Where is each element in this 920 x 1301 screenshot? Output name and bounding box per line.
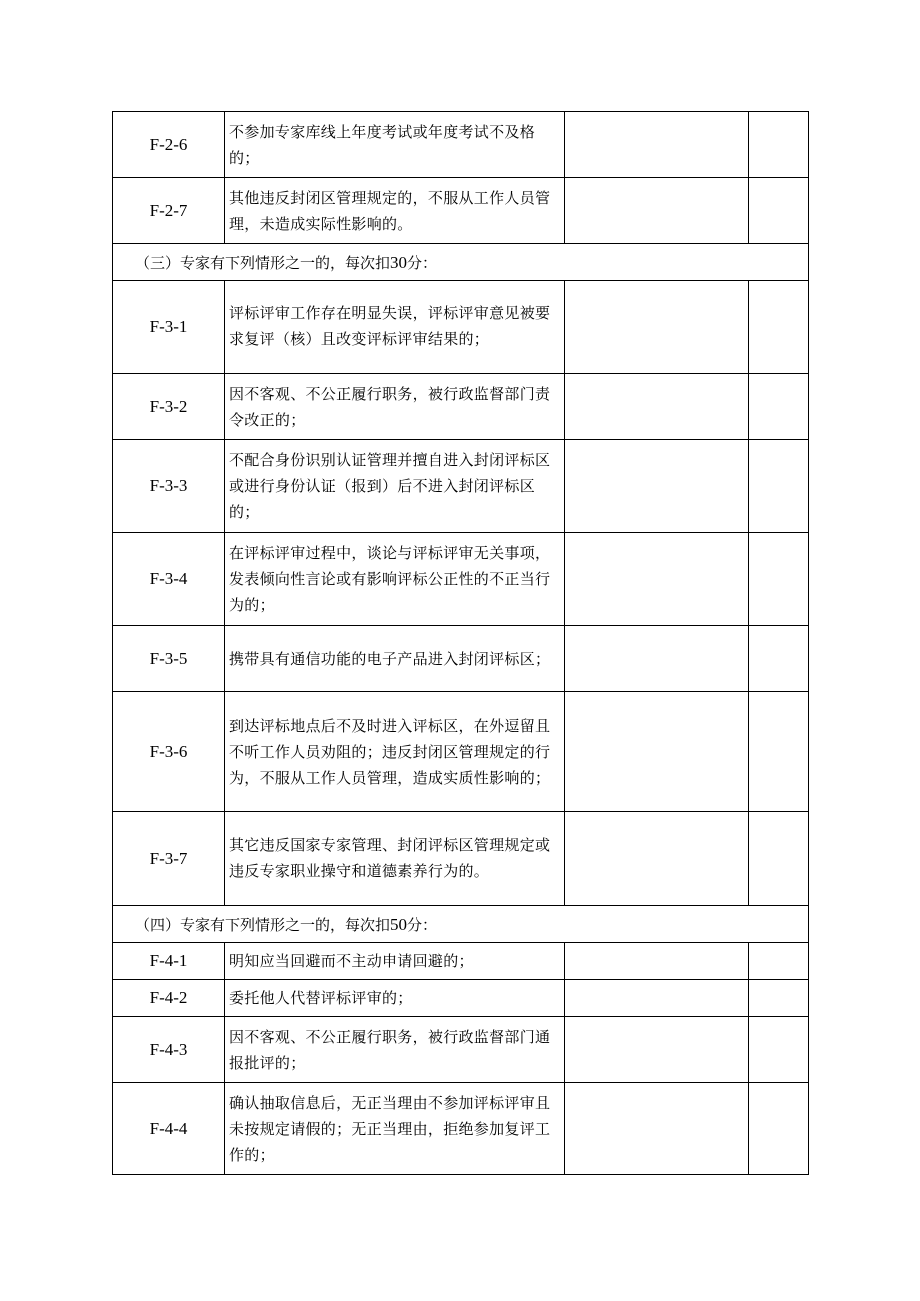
section-header-4 xyxy=(113,906,809,943)
item-code: F-4-3 xyxy=(113,1017,225,1083)
section-prefix: （三）专家有下列情形之一的，每次扣 xyxy=(135,253,391,272)
blank-cell xyxy=(565,112,749,178)
blank-cell xyxy=(749,281,809,374)
item-description: 委托他人代替评标评审的； xyxy=(225,980,565,1017)
table-row xyxy=(113,178,809,244)
blank-cell xyxy=(565,943,749,980)
table-row xyxy=(113,1017,809,1083)
item-description: 不参加专家库线上年度考试或年度考试不及格的； xyxy=(225,112,565,178)
blank-cell xyxy=(749,626,809,692)
table-row xyxy=(113,692,809,812)
table-row xyxy=(113,374,809,440)
item-description: 不配合身份识别认证管理并擅自进入封闭评标区或进行身份认证（报到）后不进入封闭评标区的； xyxy=(225,440,565,533)
section-header-row xyxy=(113,906,809,943)
section-suffix: 分： xyxy=(407,915,438,934)
table-row xyxy=(113,943,809,980)
item-code: F-3-6 xyxy=(113,692,225,812)
blank-cell xyxy=(565,1017,749,1083)
item-code: F-4-4 xyxy=(113,1083,225,1175)
section-suffix: 分： xyxy=(407,253,438,272)
table-row xyxy=(113,533,809,626)
item-code: F-4-2 xyxy=(113,980,225,1017)
blank-cell xyxy=(749,943,809,980)
item-description: 其它违反国家专家管理、封闭评标区管理规定或违反专家职业操守和道德素养行为的。 xyxy=(225,812,565,906)
blank-cell xyxy=(565,281,749,374)
item-description: 在评标评审过程中，谈论与评标评审无关事项，发表倾向性言论或有影响评标公正性的不正当行为的； xyxy=(225,533,565,626)
blank-cell xyxy=(749,812,809,906)
blank-cell xyxy=(565,812,749,906)
item-description: 确认抽取信息后，无正当理由不参加评标评审且未按规定请假的；无正当理由，拒绝参加复评工作的； xyxy=(225,1083,565,1175)
table-row xyxy=(113,281,809,374)
blank-cell xyxy=(749,692,809,812)
item-description: 其他违反封闭区管理规定的，不服从工作人员管理，未造成实际性影响的。 xyxy=(225,178,565,244)
item-code: F-2-7 xyxy=(113,178,225,244)
table-row xyxy=(113,626,809,692)
section-points: 50 xyxy=(390,914,408,934)
blank-cell xyxy=(565,626,749,692)
item-description: 明知应当回避而不主动申请回避的； xyxy=(225,943,565,980)
item-description: 因不客观、不公正履行职务，被行政监督部门责令改正的； xyxy=(225,374,565,440)
section-header-row xyxy=(113,244,809,281)
section-header-3 xyxy=(113,244,809,281)
item-code: F-3-2 xyxy=(113,374,225,440)
blank-cell xyxy=(565,692,749,812)
item-code: F-2-6 xyxy=(113,112,225,178)
blank-cell xyxy=(749,980,809,1017)
blank-cell xyxy=(749,440,809,533)
item-code: F-3-4 xyxy=(113,533,225,626)
item-code: F-4-1 xyxy=(113,943,225,980)
table-row xyxy=(113,980,809,1017)
item-description: 因不客观、不公正履行职务，被行政监督部门通报批评的； xyxy=(225,1017,565,1083)
blank-cell xyxy=(749,1017,809,1083)
blank-cell xyxy=(749,112,809,178)
blank-cell xyxy=(749,1083,809,1175)
table-row xyxy=(113,112,809,178)
item-code: F-3-1 xyxy=(113,281,225,374)
blank-cell xyxy=(565,533,749,626)
table-row xyxy=(113,440,809,533)
item-code: F-3-3 xyxy=(113,440,225,533)
blank-cell xyxy=(749,178,809,244)
item-code: F-3-5 xyxy=(113,626,225,692)
section-points: 30 xyxy=(390,252,408,272)
blank-cell xyxy=(565,178,749,244)
deduction-table xyxy=(112,111,809,1175)
blank-cell xyxy=(749,533,809,626)
table-row xyxy=(113,1083,809,1175)
item-code: F-3-7 xyxy=(113,812,225,906)
item-description: 评标评审工作存在明显失误，评标评审意见被要求复评（核）且改变评标评审结果的； xyxy=(225,281,565,374)
blank-cell xyxy=(565,980,749,1017)
table-row xyxy=(113,812,809,906)
blank-cell xyxy=(565,440,749,533)
blank-cell xyxy=(565,374,749,440)
blank-cell xyxy=(565,1083,749,1175)
item-description: 携带具有通信功能的电子产品进入封闭评标区； xyxy=(225,626,565,692)
item-description: 到达评标地点后不及时进入评标区，在外逗留且不听工作人员劝阻的；违反封闭区管理规定的行为，不服从工作人员管理，造成实质性影响的； xyxy=(225,692,565,812)
blank-cell xyxy=(749,374,809,440)
section-prefix: （四）专家有下列情形之一的，每次扣 xyxy=(135,915,391,934)
